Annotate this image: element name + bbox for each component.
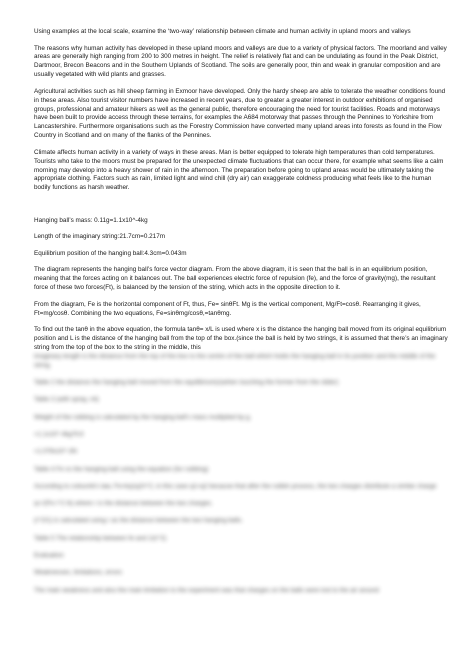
tan-theta-paragraph: To find out the tanθ in the above equation, the formula tanθ= x/L is used where x is the distance the hanging ball moved from its original equilibrium position and L is the distance of the hanging ball from the top of the box.(since the ball is held by two strings, it is assumed that there’s an imaginary string from the top of the box to the string in the middle, this [34, 326, 448, 351]
blurred-paragraph: Table 2 the distance the hanging ball moved from the equilibrium(x)when touching the former from the slider) [34, 379, 339, 387]
blurred-paragraph: =1.078x10^-3N [34, 448, 78, 456]
blurred-paragraph: imaginary length is the distance from the top of the box to the centre of the ball which holds the hanging ball in its position and the middle of the string. [34, 352, 436, 369]
essay-paragraph-physical-factors: The reasons why human activity has developed in these upland moors and valleys are due to a variety of physical factors. The moorland and valley areas are generally high ranging from 200 to 300 metres in height. The relief is relatively flat and can be undulating as found in the Peak District, Dartmoor, Brecon Beacons and in the Southern Uplands of Scotland. The soils are generally poor, thin and weak in granular composition and are usually vegetated with wild plants and grasses. [34, 44, 447, 79]
blurred-paragraph: Table 5 The relationship between fe and 1/(r^2) [34, 534, 167, 542]
equilibrium-position-line: Equilibrium position of the hanging ball:4.3cm=0.043m [34, 249, 187, 257]
blurred-paragraph: Evaluation [34, 551, 64, 559]
components-paragraph: From the diagram, Fe is the horizontal component of Ft, thus, Fe= sinθFt. Mg is the vertical component, Mg/Ft=cosθ. Rearranging it gives, Ft=mg/cosθ. Combining the two equations, Fe=sinθmg/cosθ,=tanθmg. [34, 300, 421, 317]
essay-section [34, 28, 448, 193]
blurred-paragraph: Weaknesses, limitations, errors [34, 569, 123, 577]
blurred-paragraph: q=√(Fe r^2 /k) where r is the distance between the two charges. [34, 500, 213, 508]
blurred-paragraph: Table 3 (with spray, ml) [34, 396, 99, 404]
blurred-paragraph: According to coloumb’s law, Fe=kq1q2/r^2, in this case q1=q2 because that after the rubbin process, the two charges distribute a similar charge [34, 482, 437, 490]
blurred-paragraph: (r^2/1) is calculated using r as the distance between the two hanging balls. [34, 517, 243, 525]
blurred-preview-region [34, 353, 448, 596]
blurred-paragraph: The main weakness and also the main limitation to the experiment was that charges on the balls were lost to the air around [34, 586, 379, 594]
section-spacer [34, 201, 448, 217]
blurred-paragraph: Weight of the rubbing is calculated by the hanging ball’s mass multiplied by g. [34, 413, 252, 421]
essay-question: Using examples at the local scale, examine the ‘two-way’ relationship between climate and human activity in upland moors and valleys [34, 28, 411, 35]
ball-mass-line: Hanging ball’s mass: 0.11g=1.1x10^-4kg [34, 216, 148, 224]
essay-paragraph-climate: Climate affects human activity in a variety of ways in these areas. Man is better equipped to tolerate high temperatures than cold temperatures. Tourists who take to the moors must be prepared for the unexpected climate fluctuations that can occur there, for example what seems like a calm morning may develop into a heavy shower of rain in the afternoon. The preparation before going to upland areas would be ultimately taking the appropriate clothing. Factors such as rain, limited light and wind chill (dry air) can exaggerate coldness producing what feels like to the human bodily functions as harsh weather. [34, 148, 444, 192]
physics-section [34, 217, 448, 353]
blurred-paragraph: =1.1x10^-4kg*9.8 [34, 430, 84, 438]
force-diagram-paragraph: The diagram represents the hanging ball’s force vector diagram. From the above diagram, it is seen that the ball is in an equilibrium position, meaning that the forces acting on it balances out. The ball experiences electric force of repulsion (fe), and the force of gravity(mg), the resultant force of these two forces(Ft), is balanced by the tension of the string, which acts in the opposite direction to it. [34, 266, 436, 292]
string-length-line: Length of the imaginary string:21.7cm=0.217m [34, 233, 166, 241]
blurred-paragraph: Table 4 Fe vs the hanging ball using the equation (for rubbing) [34, 465, 209, 473]
essay-paragraph-agriculture: Agricultural activities such as hill sheep farming in Exmoor have developed. Only the hardy sheep are able to tolerate the weather conditions found in these areas. Also tourist visitor numbers have increased in recent years, due to greater a greater interest in outdoor exhibitions of organised groups, professional and amateur hikers as well as the general public, therefore encouraging the need for tourist facilities. Roads and motorways have been built to provide access through these terrains, for examples the A684 motorway that passes through the Pennines to Yorkshire from Lancastershire. Furthermore organisations such as the Forestry Commission have converted many upland areas into forests as found in the Flow Country in Scotland and on many of the flanks of the Pennines. [34, 87, 446, 140]
